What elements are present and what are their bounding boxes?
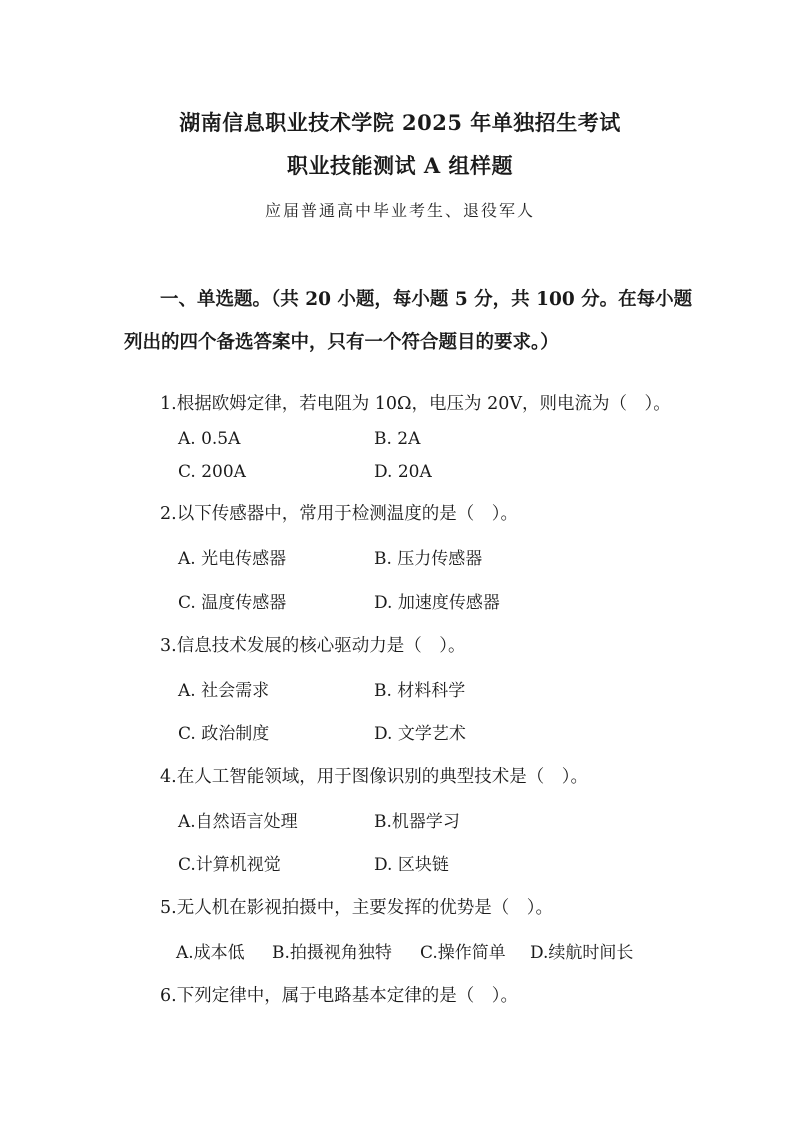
question-1-option-a[interactable]: A. 0.5A — [178, 429, 241, 449]
question-4-stem: 4.在人工智能领域，用于图像识别的典型技术是（ ）。 — [160, 767, 588, 787]
question-4-option-b[interactable]: B.机器学习 — [374, 812, 460, 832]
question-5-option-d[interactable]: D.续航时间长 — [530, 943, 634, 963]
question-3-option-c[interactable]: C. 政治制度 — [178, 724, 270, 744]
title-line-1: 湖南信息职业技术学院 2025 年单独招生考试 — [179, 110, 621, 135]
section-heading-line-2: 列出的四个备选答案中，只有一个符合题目的要求。） — [124, 332, 559, 353]
question-5-option-c[interactable]: C.操作简单 — [420, 943, 506, 963]
question-4-option-d[interactable]: D. 区块链 — [374, 855, 449, 875]
question-2-option-b[interactable]: B. 压力传感器 — [374, 549, 483, 569]
question-3-option-d[interactable]: D. 文学艺术 — [374, 724, 466, 744]
subtitle: 应届普通高中毕业考生、退役军人 — [264, 201, 535, 220]
question-1-stem: 1.根据欧姆定律，若电阻为 10Ω，电压为 20V，则电流为（ ）。 — [160, 394, 671, 414]
question-5-option-b[interactable]: B.拍摄视角独特 — [272, 943, 392, 963]
question-2-option-c[interactable]: C. 温度传感器 — [178, 593, 287, 613]
question-2-option-d[interactable]: D. 加速度传感器 — [374, 593, 500, 613]
question-3-stem: 3.信息技术发展的核心驱动力是（ ）。 — [160, 636, 466, 656]
question-2-stem: 2.以下传感器中，常用于检测温度的是（ ）。 — [160, 504, 518, 524]
question-1-option-b[interactable]: B. 2A — [374, 429, 421, 449]
question-1-option-d[interactable]: D. 20A — [374, 462, 432, 482]
question-4-option-a[interactable]: A.自然语言处理 — [178, 812, 298, 832]
question-1-option-c[interactable]: C. 200A — [178, 462, 246, 482]
question-6-stem: 6.下列定律中，属于电路基本定律的是（ ）。 — [160, 986, 518, 1006]
title-line-2: 职业技能测试 A 组样题 — [287, 153, 513, 178]
section-heading-line-1: 一、单选题。（共 20 小题，每小题 5 分，共 100 分。在每小题 — [160, 289, 693, 310]
question-5-option-a[interactable]: A.成本低 — [176, 943, 245, 963]
question-4-option-c[interactable]: C.计算机视觉 — [178, 855, 281, 875]
question-5-stem: 5.无人机在影视拍摄中，主要发挥的优势是（ ）。 — [160, 898, 553, 918]
question-3-option-a[interactable]: A. 社会需求 — [178, 681, 270, 701]
question-3-option-b[interactable]: B. 材料科学 — [374, 681, 466, 701]
question-2-option-a[interactable]: A. 光电传感器 — [178, 549, 287, 569]
